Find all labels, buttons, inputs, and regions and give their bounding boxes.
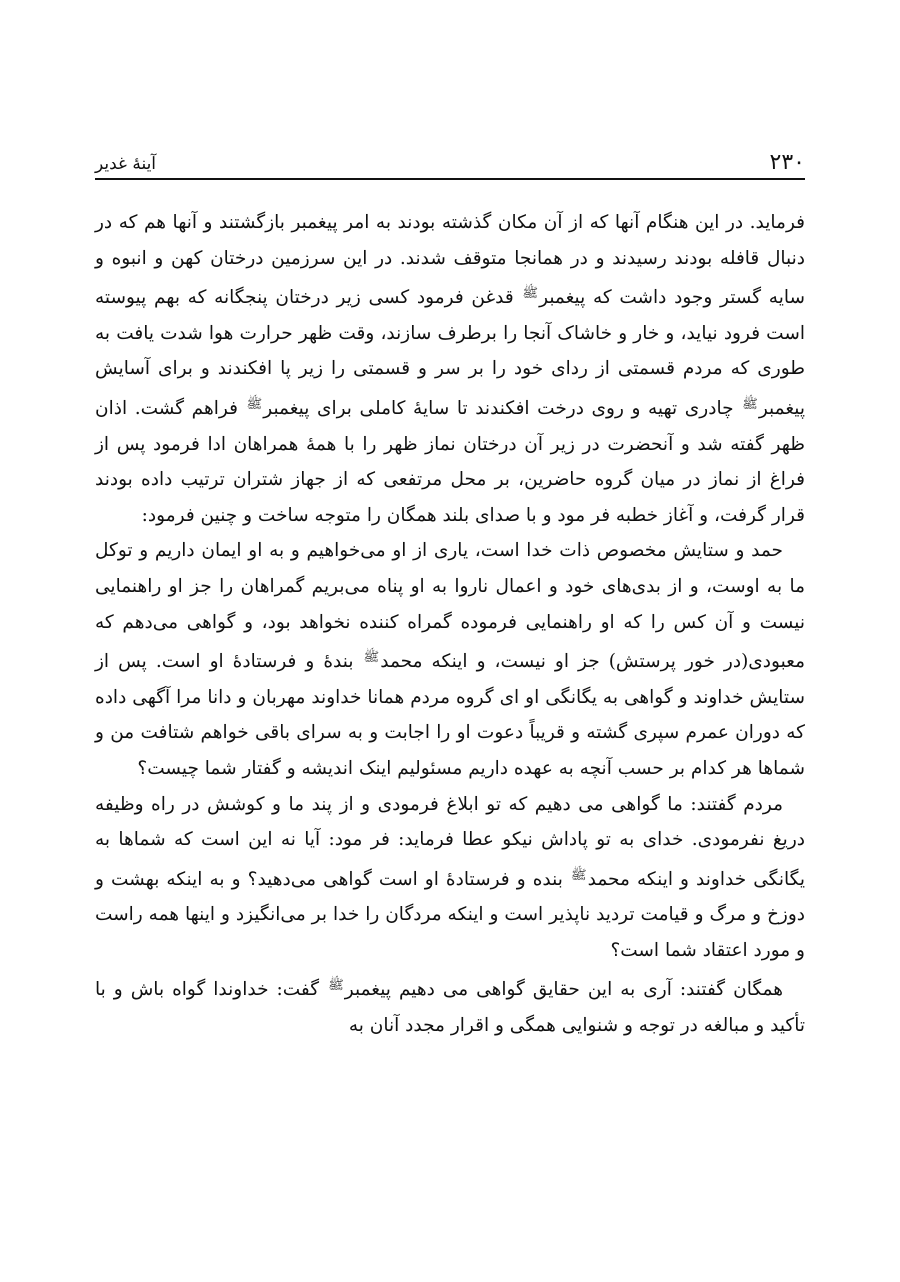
salawat-honorific: ﷺ bbox=[522, 286, 539, 302]
paragraph-1 bbox=[95, 205, 805, 533]
text-segment: قدغن فرمود کسی زیر درختان پنجگانه که بهم پیوسته است فرود نیاید، و خار و خاشاک آنجا را برطرف سازند، وقت ظهر حرارت هوا شدت یافت به طوری که مردم قسمتی از ردای خود را بر سر و قسمتی را زیر پا افکندند و برای آسایش پیغمبر bbox=[95, 287, 805, 419]
text-segment: بنده و فرستادهٔ او است گواهی می‌دهید؟ و به اینکه بهشت و دوزخ و مرگ و قیامت تردید ناپذیر است و اینکه مردگان را خدا بر می‌انگیزد و اینها همه راست و مورد اعتقاد شما است؟ bbox=[95, 868, 805, 961]
text-segment: مردم گفتند: ما گواهی می دهیم که تو ابلاغ فرمودی و از پند ما و کوشش در راه وظیفه دریغ نفرمودی. خدای به تو پاداش نیکو عطا فرماید: فر مود: آیا نه این است که شماها به یگانگی خداوند و اینکه محمد bbox=[95, 793, 805, 890]
text-segment: فراهم گشت. اذان ظهر گفته شد و آنحضرت در زیر آن درختان نماز ظهر را با همهٔ همراهان ادا فرمود پس از فراغ از نماز در میان گروه حاضرین، بر محل مرتفعی که از جهاز شتران ترتیب داده بودند قرار گرفت، و آغاز خطبه فر مود و با صدای بلند همگان را متوجه ساخت و چنین فرمود: bbox=[95, 397, 805, 526]
salawat-honorific: ﷺ bbox=[570, 867, 587, 883]
text-segment: حمد و ستایش مخصوص ذات خدا است، یاری از او می‌خواهیم و به او ایمان داریم و توکل ما به اوست، و از بدی‌های خود و اعمال ناروا به او پناه می‌بریم گمراهان را جز او راهنمایی نیست و آن کس را که او راهنمایی فرموده گمراه کننده نخواهد بود، و گواهی می‌دهم که معبودی(در خور پرستش) جز او نیست، و اینکه محمد bbox=[95, 540, 805, 673]
text-segment: فرماید. در این هنگام آنها که از آن مکان گذشته بودند به امر پیغمبر بازگشتند و آنها هم که در دنبال قافله بودند رسیدند و در همانجا متوقف شدند. در این سرزمین درختان کهن و انبوه و سایه گستر وجود داشت که پیغمبر bbox=[95, 212, 805, 309]
salawat-honorific: ﷺ bbox=[363, 650, 380, 666]
paragraph-3 bbox=[95, 787, 805, 969]
text-segment: بندهٔ و فرستادهٔ او است. پس از ستایش خداوند و گواهی به یگانگی او ای گروه مردم همانا خداوند مهربان و دانا مرا آگهی داده که دوران عمرم سپری گشته و قریباً دعوت او را اجابت و به سرای باقی خواهم شتافت من و شماها هر کدام بر حسب آنچه به عهده داریم مسئولیم اینک اندیشه و گفتار شما چیست؟ bbox=[95, 651, 805, 779]
paragraph-2 bbox=[95, 533, 805, 786]
book-title: آینهٔ غدیر bbox=[95, 154, 157, 174]
text-segment: چادری تهیه و روی درخت افکندند تا سایهٔ کاملی برای پیغمبر bbox=[263, 397, 742, 419]
page-number: ۲۳۰ bbox=[769, 150, 805, 175]
running-header bbox=[95, 146, 805, 180]
body-text bbox=[95, 205, 805, 1044]
text-segment: همگان گفتند: آری به این حقایق گواهی می دهیم پیغمبر bbox=[344, 979, 783, 1001]
paragraph-4 bbox=[95, 968, 805, 1043]
salawat-honorific: ﷺ bbox=[328, 978, 344, 994]
salawat-honorific: ﷺ bbox=[742, 396, 758, 412]
text-segment: گفت: خداوندا گواه باش و با تأکید و مبالغه در توجه و شنوایی همگی و اقرار مجدد آنان به bbox=[95, 979, 805, 1037]
salawat-honorific: ﷺ bbox=[246, 396, 263, 412]
